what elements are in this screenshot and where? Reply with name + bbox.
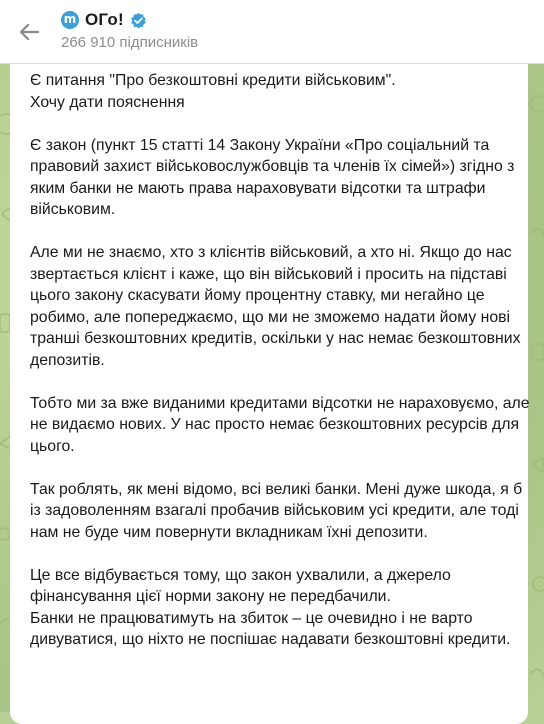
subscriber-count: 266 910 підписників [61,34,199,51]
message-paragraph: Так роблять, як мені відомо, всі великі банки. Мені дуже шкода, я б із задоволенням взагалі пробачив військовим усі кредити, але тоді нам не буде чим повернути вкладникам їхні депозити. [30,480,523,541]
channel-name: ОГо! [85,10,124,29]
channel-title-row[interactable] [61,9,147,31]
message-paragraph: Тобто ми за вже виданими кредитами відсотки не нараховуємо, але не видаємо нових. У нас просто немає безкоштовних ресурсів для цього. [30,394,530,455]
verified-badge-icon [130,12,147,29]
channel-avatar-icon: m [61,11,79,29]
message-paragraph: Це все відбувається тому, що закон ухвалили, а джерело фінансування цієї норми закону не передбачили. Банки не працюватимуть на збиток – це очевидно і не варто дивуватися, що ніхто не поспішає надавати безкоштовні кредити. [30,566,511,648]
message-paragraph: Є закон (пункт 15 статті 14 Закону України «Про соціальний та правовий захист військовослужбовців та членів їх сімей») згідно з яким банки не мають права нараховувати відсотки та штрафи військовим. [30,136,515,218]
arrow-left-icon [18,21,40,43]
chat-header [0,0,544,64]
back-button[interactable] [14,18,44,46]
message-text [30,70,530,672]
message-paragraph: Але ми не знаємо, хто з клієнтів військовий, а хто ні. Якщо до нас звертається клієнт і каже, що він військовий і просить на підставі цього закону скасувати йому процентну ставку, ми негайно це робимо, але попереджаємо, що ми не зможемо надати йому нові транші безкоштовних кредитів, оскільки у нас немає безкоштовних депозитів. [30,244,521,369]
message-paragraph: Є питання "Про безкоштовні кредити військовим". Хочу дати пояснення [30,72,396,111]
